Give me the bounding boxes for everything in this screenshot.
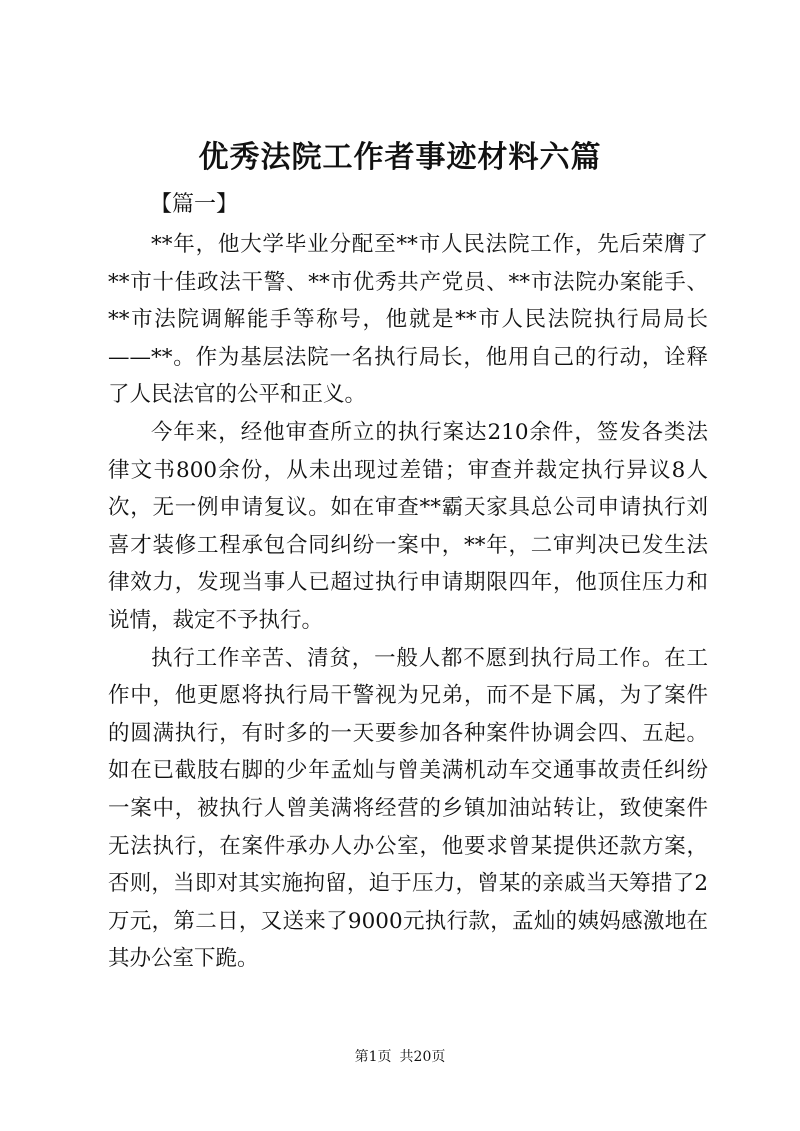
total-pages: 共20页 xyxy=(399,1049,446,1065)
paragraph-3: 执行工作辛苦、清贫，一般人都不愿到执行局工作。在工作中，他更愿将执行局干警视为兄弟，而不是下属，为了案件的圆满执行，有时多的一天要参加各种案件协调会四、五起。如在已截肢右脚的少年孟灿与曾美满机动车交通事故责任纠纷一案中，被执行人曾美满将经营的乡镇加油站转让，致使案件无法执行，在案件承办人办公室，他要求曾某提供还款方案，否则，当即对其实施拘留，迫于压力，曾某的亲戚当天筹措了2万元，第二日，又送来了9000元执行款，孟灿的姨妈感激地在其办公室下跪。 xyxy=(108,645,708,972)
document-body xyxy=(108,226,708,978)
page-footer xyxy=(0,1047,800,1067)
page-number: 第1页 xyxy=(354,1049,392,1065)
paragraph-1: **年，他大学毕业分配至**市人民法院工作，先后荣膺了**市十佳政法干警、**市优秀共产党员、**市法院办案能手、**市法院调解能手等称号，他就是**市人民法院执行局局长——**。作为基层法院一名执行局长，他用自己的行动，诠释了人民法官的公平和正义。 xyxy=(108,232,708,408)
paragraph-2: 今年来，经他审查所立的执行案达210余件，签发各类法律文书800余份，从未出现过差错；审查并裁定执行异议8人次，无一例申请复议。如在审查**霸天家具总公司申请执行刘喜才装修工程承包合同纠纷一案中，**年，二审判决已发生法律效力，发现当事人已超过执行申请期限四年，他顶住压力和说情，裁定不予执行。 xyxy=(108,419,708,633)
document-title: 优秀法院工作者事迹材料六篇 xyxy=(198,140,602,175)
section-heading: 【篇一】 xyxy=(150,192,239,217)
